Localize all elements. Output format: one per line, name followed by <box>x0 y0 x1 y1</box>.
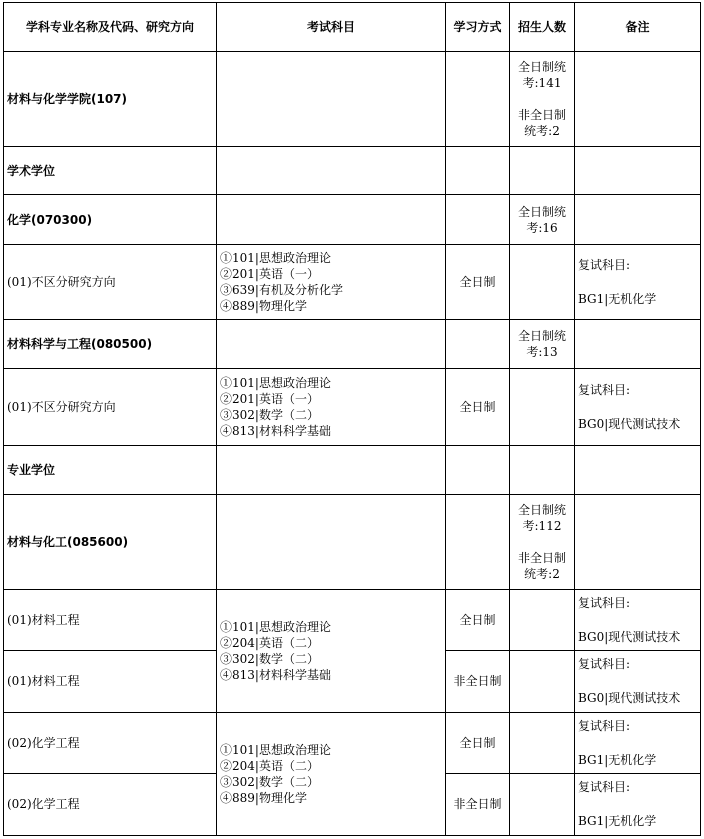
header-major: 学科专业名称及代码、研究方向 <box>4 3 217 52</box>
direction-name: (01)材料工程 <box>4 589 217 650</box>
enroll-text: 考:141 <box>522 76 562 91</box>
empty-cell <box>217 147 446 195</box>
enroll-text: 统考:2 <box>524 566 560 581</box>
major-mse: 材料科学与工程(080500) <box>4 320 217 369</box>
enroll-text: 考:16 <box>526 220 558 235</box>
empty-cell <box>217 446 446 494</box>
enroll-cell <box>510 195 575 245</box>
empty-cell <box>575 52 701 147</box>
enroll-text: 统考:2 <box>524 124 560 139</box>
note-cell <box>575 773 701 835</box>
empty-cell <box>217 52 446 147</box>
empty-cell <box>510 712 575 773</box>
exam-subject: ①101|思想政治理论 <box>220 251 331 266</box>
note-text: BG1|无机化学 <box>578 292 657 307</box>
note-text: 复试科目: <box>578 595 631 610</box>
enroll-text: 非全日制 <box>517 108 566 123</box>
study-mode: 全日制 <box>446 589 510 650</box>
exam-subject: ④889|物理化学 <box>220 790 307 805</box>
table-row <box>4 494 701 589</box>
exam-subject: ③302|数学（二） <box>220 774 319 789</box>
note-text: BG0|现代测试技术 <box>578 417 681 432</box>
exam-subject: ③302|数学（二） <box>220 408 319 423</box>
enroll-text: 全日制统 <box>517 60 566 75</box>
empty-cell <box>575 195 701 245</box>
note-cell <box>575 369 701 446</box>
study-mode: 全日制 <box>446 245 510 320</box>
empty-cell <box>446 446 510 494</box>
exam-subject: ③302|数学（二） <box>220 651 319 666</box>
header-mode: 学习方式 <box>446 3 510 52</box>
direction-name: (02)化学工程 <box>4 712 217 773</box>
study-mode: 非全日制 <box>446 773 510 835</box>
table-row <box>4 245 701 320</box>
admissions-table <box>3 2 701 836</box>
enroll-text: 全日制统 <box>517 502 566 517</box>
empty-cell <box>575 320 701 369</box>
empty-cell <box>446 147 510 195</box>
exam-subject: ④813|材料科学基础 <box>220 424 331 439</box>
enroll-text: 考:112 <box>522 518 562 533</box>
enroll-cell <box>510 320 575 369</box>
exam-subject: ②201|英语（一） <box>220 392 319 407</box>
empty-cell <box>575 494 701 589</box>
note-cell <box>575 245 701 320</box>
table-row <box>4 320 701 369</box>
enroll-cell <box>510 494 575 589</box>
empty-cell <box>446 320 510 369</box>
empty-cell <box>510 245 575 320</box>
note-text: 复试科目: <box>578 718 631 733</box>
empty-cell <box>575 446 701 494</box>
empty-cell <box>575 147 701 195</box>
note-text: 复试科目: <box>578 657 631 672</box>
empty-cell <box>510 369 575 446</box>
table-row <box>4 52 701 147</box>
empty-cell <box>510 650 575 712</box>
empty-cell <box>510 589 575 650</box>
enroll-text: 非全日制 <box>517 550 566 565</box>
empty-cell <box>217 320 446 369</box>
direction-name: (01)不区分研究方向 <box>4 245 217 320</box>
study-mode: 非全日制 <box>446 650 510 712</box>
empty-cell <box>446 494 510 589</box>
exam-subject: ④889|物理化学 <box>220 299 307 314</box>
exam-subject: ③639|有机及分析化学 <box>220 283 343 298</box>
study-mode: 全日制 <box>446 712 510 773</box>
note-text: BG0|现代测试技术 <box>578 629 681 644</box>
empty-cell <box>217 195 446 245</box>
table-row <box>4 446 701 494</box>
direction-name: (01)材料工程 <box>4 650 217 712</box>
section-professional: 专业学位 <box>4 446 217 494</box>
exam-subject: ②204|英语（二） <box>220 635 319 650</box>
exam-subjects <box>217 589 446 712</box>
empty-cell <box>446 195 510 245</box>
exam-subject: ②204|英语（二） <box>220 758 319 773</box>
note-cell <box>575 650 701 712</box>
major-mce: 材料与化工(085600) <box>4 494 217 589</box>
direction-name: (02)化学工程 <box>4 773 217 835</box>
exam-subjects <box>217 369 446 446</box>
enroll-cell <box>510 52 575 147</box>
header-enroll: 招生人数 <box>510 3 575 52</box>
header-note: 备注 <box>575 3 701 52</box>
enroll-text: 全日制统 <box>517 329 566 344</box>
study-mode: 全日制 <box>446 369 510 446</box>
exam-subjects <box>217 245 446 320</box>
header-row <box>4 3 701 52</box>
table-row <box>4 589 701 650</box>
exam-subject: ②201|英语（一） <box>220 267 319 282</box>
note-text: 复试科目: <box>578 258 631 273</box>
note-cell <box>575 589 701 650</box>
table-row <box>4 195 701 245</box>
direction-name: (01)不区分研究方向 <box>4 369 217 446</box>
note-text: 复试科目: <box>578 383 631 398</box>
note-text: BG0|现代测试技术 <box>578 691 681 706</box>
exam-subject: ①101|思想政治理论 <box>220 376 331 391</box>
major-chemistry: 化学(070300) <box>4 195 217 245</box>
note-text: 复试科目: <box>578 780 631 795</box>
empty-cell <box>217 494 446 589</box>
empty-cell <box>510 147 575 195</box>
note-cell <box>575 712 701 773</box>
empty-cell <box>510 446 575 494</box>
empty-cell <box>446 52 510 147</box>
table-row <box>4 369 701 446</box>
table-row <box>4 147 701 195</box>
college-name: 材料与化学学院(107) <box>4 52 217 147</box>
exam-subjects <box>217 712 446 835</box>
empty-cell <box>510 773 575 835</box>
section-academic: 学术学位 <box>4 147 217 195</box>
note-text: BG1|无机化学 <box>578 814 657 829</box>
note-text: BG1|无机化学 <box>578 752 657 767</box>
table-row <box>4 712 701 773</box>
exam-subject: ④813|材料科学基础 <box>220 667 331 682</box>
enroll-text: 全日制统 <box>517 204 566 219</box>
header-exam: 考试科目 <box>217 3 446 52</box>
enroll-text: 考:13 <box>526 345 558 360</box>
exam-subject: ①101|思想政治理论 <box>220 619 331 634</box>
exam-subject: ①101|思想政治理论 <box>220 742 331 757</box>
